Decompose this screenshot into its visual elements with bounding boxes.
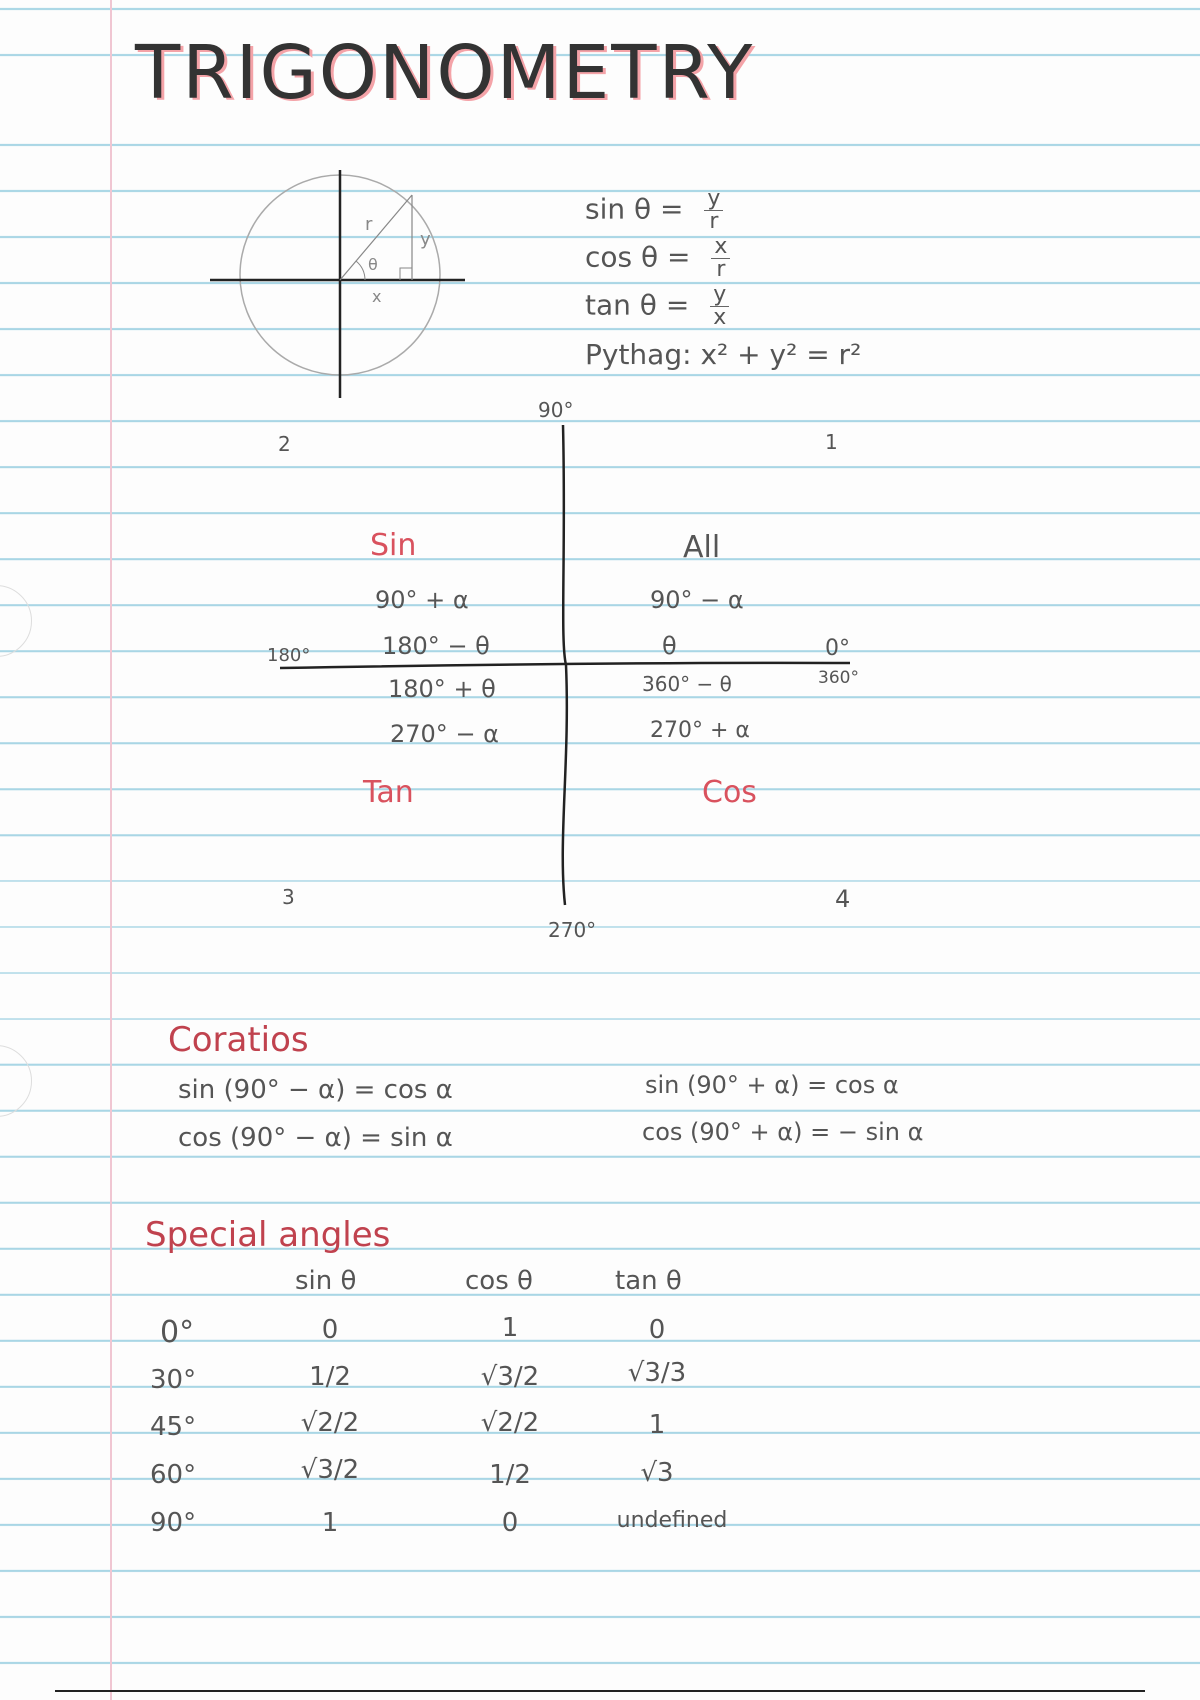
quadrant-cos-label: Cos [702,775,757,810]
quadrant-number-2: 2 [278,432,291,456]
coratio-left-1: sin (90° − α) = cos α [178,1075,453,1105]
pythagoras-formula: Pythag: x² + y² = r² [585,338,862,371]
quadrant-number-4: 4 [835,885,851,913]
sin-denominator: r [709,209,719,234]
column-sin: sin θ [295,1266,357,1296]
tan-value: √3/3 [627,1358,687,1388]
q2-item-3: 180° + θ [388,675,496,703]
tan-denominator: x [713,305,727,330]
row-angle: 30° [150,1365,197,1395]
coratio-left-2: cos (90° − α) = sin α [178,1123,453,1153]
special-angles-heading: Special angles [145,1215,391,1255]
quadrant-tan-label: Tan [363,775,414,810]
quadrant-number-3: 3 [282,885,295,909]
angle-0: 0° [825,636,850,661]
quadrant-all-label: All [683,530,721,565]
row-angle: 60° [150,1460,197,1490]
tan-value: 0 [648,1315,666,1345]
tan-formula [585,284,729,329]
sin-formula-lhs: sin θ = [585,192,684,226]
x-label: x [372,287,382,306]
tan-numerator: y [710,284,729,307]
tan-value: undefined [616,1508,728,1533]
angle-180: 180° [267,645,311,666]
cos-value: 1 [501,1313,519,1343]
sin-fraction [704,188,723,233]
sin-value: 1 [321,1508,339,1538]
angle-360: 360° [818,668,859,688]
tan-fraction [710,284,729,329]
right-angle-mark [400,268,412,280]
tan-formula-lhs: tan θ = [585,288,690,322]
cos-value: 1/2 [489,1460,531,1490]
row-angle: 45° [150,1412,197,1442]
cos-value: √2/2 [480,1408,540,1438]
q1-item-2: θ [662,632,677,660]
tan-value: √3 [640,1458,674,1488]
quadrant-number-1: 1 [825,430,838,454]
unit-circle-diagram [200,160,470,400]
q2-item-2: 180° − θ [382,632,490,660]
cos-formula-lhs: cos θ = [585,240,691,274]
sin-value: √2/2 [300,1408,360,1438]
column-cos: cos θ [465,1266,533,1296]
row-angle: 90° [150,1508,197,1538]
q2-item-1: 90° + α [375,586,469,614]
sin-value: √3/2 [300,1455,360,1485]
angle-90: 90° [538,398,574,422]
sin-value: 0 [321,1315,339,1345]
cos-value: √3/2 [480,1362,540,1392]
q2-item-4: 270° − α [390,720,499,748]
column-tan: tan θ [615,1266,682,1296]
row-angle: 0° [160,1315,195,1350]
q1-item-4: 270° + α [650,718,750,743]
cos-value: 0 [501,1508,519,1538]
q1-item-1: 90° − α [650,586,744,614]
bottom-rule [55,1690,1145,1692]
coratio-right-1: sin (90° + α) = cos α [645,1071,899,1099]
cos-fraction [711,236,730,281]
r-label: r [365,214,373,235]
quadrant-sin-label: Sin [370,528,417,563]
coratios-heading: Coratios [168,1020,309,1060]
sin-formula [585,188,723,233]
sin-value: 1/2 [309,1362,351,1392]
cos-formula [585,236,730,281]
angle-270: 270° [548,918,597,942]
theta-label: θ [368,255,378,274]
coratio-right-2: cos (90° + α) = − sin α [642,1118,924,1146]
angle-arc [356,261,365,280]
cos-numerator: x [711,236,730,259]
q1-item-3: 360° − θ [642,672,732,696]
sin-numerator: y [704,188,723,211]
y-label: y [420,229,431,250]
tan-value: 1 [648,1410,666,1440]
margin-line [110,0,112,1700]
page-title: TRIGONOMETRY [135,30,755,116]
cos-denominator: r [716,257,726,282]
